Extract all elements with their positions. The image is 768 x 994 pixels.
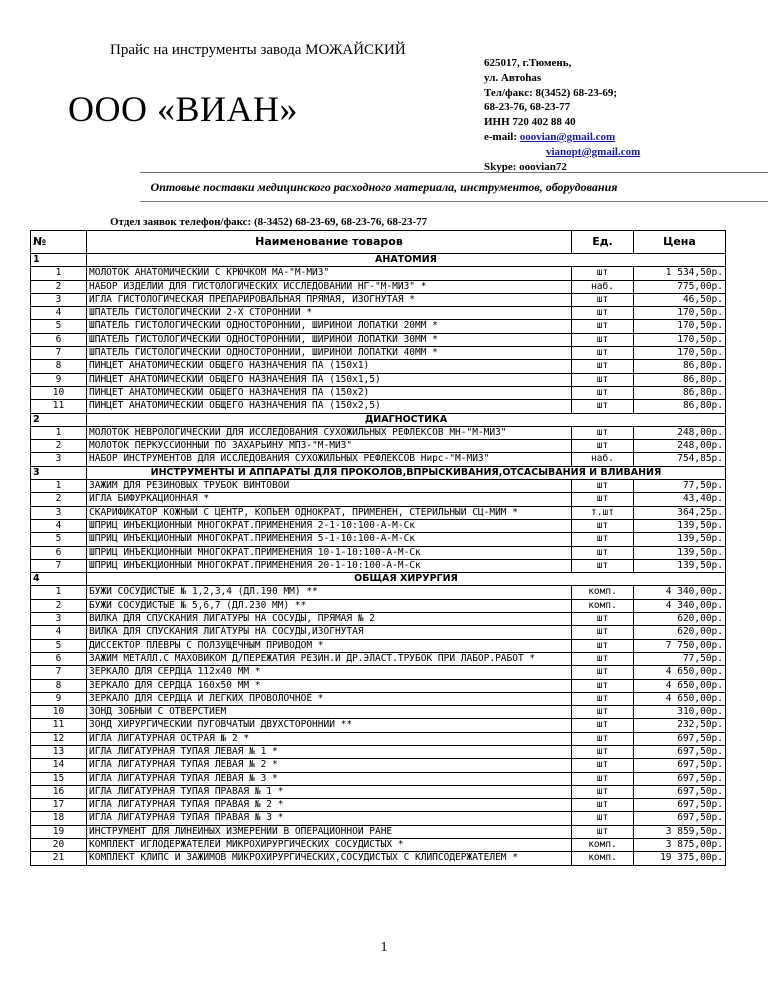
section-number: 1	[31, 254, 87, 267]
table-row	[31, 799, 726, 812]
item-unit: шт	[572, 373, 634, 386]
item-unit: шт	[572, 480, 634, 493]
item-name: НАБОР ИНСТРУМЕНТОВ ДЛЯ ИССЛЕДОВАНИЯ СУХОЖИЛЬНЫХ РЕФЛЕКСОВ Нирс-"М-МИЗ"	[87, 453, 572, 466]
table-row	[31, 732, 726, 745]
skype-line: Skype: ooovian72	[484, 160, 567, 173]
item-unit: шт	[572, 692, 634, 705]
section-title: АНАТОМИЯ	[87, 254, 726, 267]
table-row	[31, 666, 726, 679]
table-row	[31, 373, 726, 386]
email-line	[484, 130, 640, 145]
item-price: 4 650,00р.	[634, 692, 726, 705]
email-line-secondary	[484, 145, 640, 160]
section-title: ДИАГНОСТИКА	[87, 413, 726, 426]
table-row	[31, 639, 726, 652]
item-unit: наб.	[572, 453, 634, 466]
item-price: 139,50р.	[634, 559, 726, 572]
item-name: ШПРИЦ ИНЪЕКЦИОННЫЙ МНОГОКРАТ.ПРИМЕНЕНИЯ 2-1-10:100-А-М-Ск	[87, 519, 572, 532]
section-title: ИНСТРУМЕНТЫ И АППАРАТЫ ДЛЯ ПРОКОЛОВ,ВПРЫСКИВАНИЯ,ОТСАСЫВАНИЯ И ВЛИВАНИЯ	[87, 466, 726, 479]
table-row	[31, 825, 726, 838]
table-row	[31, 293, 726, 306]
item-unit: шт	[572, 652, 634, 665]
item-price: 4 650,00р.	[634, 666, 726, 679]
item-name: ИГЛА ЛИГАТУРНАЯ ТУПАЯ ПРАВАЯ № 3 *	[87, 812, 572, 825]
item-unit: шт	[572, 347, 634, 360]
item-name: ШПАТЕЛЬ ГИСТОЛОГИЧЕСКИЙ ОДНОСТОРОННИЙ, ШИРИНОЙ ЛОПАТКИ 20ММ *	[87, 320, 572, 333]
table-row	[31, 772, 726, 785]
item-price: 4 340,00р.	[634, 599, 726, 612]
item-name: НАБОР ИЗДЕЛИЙ ДЛЯ ГИСТОЛОГИЧЕСКИХ ИССЛЕДОВАНИЙ НГ-"М-МИЗ" *	[87, 280, 572, 293]
item-name: ДИССЕКТОР ПЛЕВРЫ С ПОЛЗУЩЕЧНЫМ ПРИВОДОМ *	[87, 639, 572, 652]
table-row	[31, 719, 726, 732]
item-price: 697,50р.	[634, 799, 726, 812]
item-number: 3	[31, 293, 87, 306]
item-name: ИГЛА ЛИГАТУРНАЯ ТУПАЯ ЛЕВАЯ № 1 *	[87, 745, 572, 758]
table-row	[31, 679, 726, 692]
header-unit: Ед.	[572, 231, 634, 254]
item-name: ПИНЦЕТ АНАТОМИЧЕСКИЙ ОБЩЕГО НАЗНАЧЕНИЯ ПА (150х1,5)	[87, 373, 572, 386]
item-number: 11	[31, 719, 87, 732]
table-row	[31, 426, 726, 439]
item-number: 5	[31, 533, 87, 546]
item-name: ШПРИЦ ИНЪЕКЦИОННЫЙ МНОГОКРАТ.ПРИМЕНЕНИЯ 5-1-10:100-А-М-Ск	[87, 533, 572, 546]
item-name: КОМПЛЕКТ КЛИПС И ЗАЖИМОВ МИКРОХИРУРГИЧЕСКИХ,СОСУДИСТЫХ С КЛИПСОДЕРЖАТЕЛЕМ *	[87, 852, 572, 865]
table-row	[31, 453, 726, 466]
item-number: 7	[31, 559, 87, 572]
table-row	[31, 519, 726, 532]
item-price: 310,00р.	[634, 706, 726, 719]
item-number: 14	[31, 759, 87, 772]
item-unit: шт	[572, 386, 634, 399]
table-row	[31, 333, 726, 346]
table-row	[31, 812, 726, 825]
price-table	[30, 230, 726, 866]
section-row	[31, 254, 726, 267]
table-row	[31, 493, 726, 506]
item-price: 620,00р.	[634, 626, 726, 639]
item-unit: шт	[572, 759, 634, 772]
table-row	[31, 652, 726, 665]
item-unit: шт	[572, 559, 634, 572]
item-unit: т.шт	[572, 506, 634, 519]
item-number: 2	[31, 599, 87, 612]
item-name: ВИЛКА ДЛЯ СПУСКАНИЯ ЛИГАТУРЫ НА СОСУДЫ, ПРЯМАЯ № 2	[87, 613, 572, 626]
item-name: ИГЛА ЛИГАТУРНАЯ ТУПАЯ ПРАВАЯ № 1 *	[87, 785, 572, 798]
item-price: 3 859,50р.	[634, 825, 726, 838]
item-unit: шт	[572, 706, 634, 719]
address-line: ул. Автоhas	[484, 71, 542, 84]
item-price: 697,50р.	[634, 732, 726, 745]
table-row	[31, 706, 726, 719]
address-line: 625017, г.Тюмень,	[484, 57, 572, 69]
table-row	[31, 785, 726, 798]
item-price: 86,80р.	[634, 386, 726, 399]
item-unit: шт	[572, 679, 634, 692]
item-price: 139,50р.	[634, 546, 726, 559]
section-row	[31, 573, 726, 586]
section-number: 3	[31, 466, 87, 479]
item-unit: шт	[572, 440, 634, 453]
item-price: 77,50р.	[634, 652, 726, 665]
item-name: ЗОНД ЗОБНЫЙ С ОТВЕРСТИЕМ	[87, 706, 572, 719]
table-row	[31, 320, 726, 333]
item-number: 3	[31, 613, 87, 626]
header-name: Наименование товаров	[87, 231, 572, 254]
item-name: ИГЛА БИФУРКАЦИОННАЯ *	[87, 493, 572, 506]
item-unit: шт	[572, 799, 634, 812]
item-unit: комп.	[572, 586, 634, 599]
item-name: ШПАТЕЛЬ ГИСТОЛОГИЧЕСКИЙ ОДНОСТОРОННИЙ, ШИРИНОЙ ЛОПАТКИ 40ММ *	[87, 347, 572, 360]
item-number: 17	[31, 799, 87, 812]
item-number: 3	[31, 453, 87, 466]
item-unit: шт	[572, 772, 634, 785]
item-price: 43,40р.	[634, 493, 726, 506]
table-row	[31, 386, 726, 399]
item-name: МОЛОТОК ПЕРКУССИОННЫЙ ПО ЗАХАРЬИНУ МПЗ-"М-МИЗ"	[87, 440, 572, 453]
item-price: 139,50р.	[634, 533, 726, 546]
address-line: 68-23-76, 68-23-77	[484, 101, 571, 114]
item-name: ИГЛА ГИСТОЛОГИЧЕСКАЯ ПРЕПАРИРОВАЛЬНАЯ ПРЯМАЯ, ИЗОГНУТАЯ *	[87, 293, 572, 306]
item-name: ЗАЖИМ ДЛЯ РЕЗИНОВЫХ ТРУБОК ВИНТОВОЙ	[87, 480, 572, 493]
item-name: ЗЕРКАЛО ДЛЯ СЕРДЦА И ЛЕГКИХ ПРОВОЛОЧНОЕ *	[87, 692, 572, 705]
table-row	[31, 626, 726, 639]
item-price: 697,50р.	[634, 745, 726, 758]
item-unit: шт	[572, 307, 634, 320]
item-number: 19	[31, 825, 87, 838]
item-name: ЗАЖИМ МЕТАЛЛ.С МАХОВИКОМ Д/ПЕРЕЖАТИЯ РЕЗИН.И ДР.ЭЛАСТ.ТРУБОК ПРИ ЛАБОР.РАБОТ *	[87, 652, 572, 665]
item-price: 170,50р.	[634, 347, 726, 360]
item-unit: комп.	[572, 839, 634, 852]
item-name: БУЖИ СОСУДИСТЫЕ № 1,2,3,4 (ДЛ.190 ММ) **	[87, 586, 572, 599]
item-number: 20	[31, 839, 87, 852]
item-unit: шт	[572, 666, 634, 679]
item-number: 6	[31, 546, 87, 559]
table-row	[31, 839, 726, 852]
table-row	[31, 692, 726, 705]
item-unit: шт	[572, 267, 634, 280]
table-row	[31, 759, 726, 772]
item-number: 1	[31, 267, 87, 280]
item-number: 5	[31, 639, 87, 652]
item-number: 3	[31, 506, 87, 519]
table-row	[31, 613, 726, 626]
item-name: ИГЛА ЛИГАТУРНАЯ ОСТРАЯ № 2 *	[87, 732, 572, 745]
item-number: 4	[31, 626, 87, 639]
item-name: ЗОНД ХИРУРГИЧЕСКИЙ ПУГОВЧАТЫЙ ДВУХСТОРОННИЙ **	[87, 719, 572, 732]
item-price: 697,50р.	[634, 772, 726, 785]
item-unit: шт	[572, 426, 634, 439]
order-phone: Отдел заявок телефон/факс: (8-3452) 68-23-69, 68-23-76, 68-23-77	[110, 216, 428, 228]
item-number: 9	[31, 692, 87, 705]
company-name: ООО «ВИАН»	[68, 89, 298, 129]
company-address	[484, 56, 640, 174]
price-table-body	[31, 254, 726, 866]
item-name: КОМПЛЕКТ ИГЛОДЕРЖАТЕЛЕЙ МИКРОХИРУРГИЧЕСКИХ СОСУДИСТЫХ *	[87, 839, 572, 852]
item-unit: шт	[572, 320, 634, 333]
item-price: 4 650,00р.	[634, 679, 726, 692]
item-number: 21	[31, 852, 87, 865]
item-number: 10	[31, 706, 87, 719]
section-title: ОБЩАЯ ХИРУРГИЯ	[87, 573, 726, 586]
item-unit: наб.	[572, 280, 634, 293]
item-price: 86,80р.	[634, 373, 726, 386]
item-unit: шт	[572, 613, 634, 626]
table-row	[31, 533, 726, 546]
item-name: ИГЛА ЛИГАТУРНАЯ ТУПАЯ ЛЕВАЯ № 2 *	[87, 759, 572, 772]
table-row	[31, 400, 726, 413]
item-number: 2	[31, 493, 87, 506]
item-unit: шт	[572, 745, 634, 758]
item-name: ШПРИЦ ИНЪЕКЦИОННЫЙ МНОГОКРАТ.ПРИМЕНЕНИЯ 10-1-10:100-А-М-Ск	[87, 546, 572, 559]
item-price: 139,50р.	[634, 519, 726, 532]
item-unit: шт	[572, 785, 634, 798]
item-number: 2	[31, 280, 87, 293]
item-unit: шт	[572, 333, 634, 346]
item-number: 18	[31, 812, 87, 825]
divider-bottom	[140, 201, 768, 202]
item-number: 4	[31, 519, 87, 532]
item-unit: шт	[572, 400, 634, 413]
table-row	[31, 506, 726, 519]
item-name: ПИНЦЕТ АНАТОМИЧЕСКИЙ ОБЩЕГО НАЗНАЧЕНИЯ ПА (150х1)	[87, 360, 572, 373]
item-price: 7 750,00р.	[634, 639, 726, 652]
section-number: 4	[31, 573, 87, 586]
item-unit: шт	[572, 293, 634, 306]
item-name: ШПАТЕЛЬ ГИСТОЛОГИЧЕСКИЙ 2-Х СТОРОННИЙ *	[87, 307, 572, 320]
item-name: ПИНЦЕТ АНАТОМИЧЕСКИЙ ОБЩЕГО НАЗНАЧЕНИЯ ПА (150х2,5)	[87, 400, 572, 413]
table-header-row	[31, 231, 726, 254]
header-price: Цена	[634, 231, 726, 254]
item-name: ИГЛА ЛИГАТУРНАЯ ТУПАЯ ЛЕВАЯ № 3 *	[87, 772, 572, 785]
item-unit: шт	[572, 493, 634, 506]
table-row	[31, 745, 726, 758]
item-name: ИНСТРУМЕНТ ДЛЯ ЛИНЕЙНЫХ ИЗМЕРЕНИЙ В ОПЕРАЦИОННОЙ РАНЕ	[87, 825, 572, 838]
item-price: 620,00р.	[634, 613, 726, 626]
item-unit: комп.	[572, 599, 634, 612]
item-number: 4	[31, 307, 87, 320]
item-number: 1	[31, 426, 87, 439]
divider-top	[140, 172, 768, 173]
item-price: 77,50р.	[634, 480, 726, 493]
table-row	[31, 440, 726, 453]
item-number: 6	[31, 333, 87, 346]
item-name: ИГЛА ЛИГАТУРНАЯ ТУПАЯ ПРАВАЯ № 2 *	[87, 799, 572, 812]
item-price: 19 375,00р.	[634, 852, 726, 865]
item-price: 754,85р.	[634, 453, 726, 466]
email-link-primary[interactable]: ooovian@gmail.com	[519, 130, 616, 143]
item-price: 86,80р.	[634, 400, 726, 413]
item-unit: шт	[572, 533, 634, 546]
item-price: 232,50р.	[634, 719, 726, 732]
item-price: 775,00р.	[634, 280, 726, 293]
item-number: 13	[31, 745, 87, 758]
section-number: 2	[31, 413, 87, 426]
item-number: 10	[31, 386, 87, 399]
email-link-secondary[interactable]: vianopt@gmail.com	[546, 145, 641, 158]
item-price: 697,50р.	[634, 785, 726, 798]
item-number: 8	[31, 360, 87, 373]
section-row	[31, 413, 726, 426]
email-label: e-mail:	[484, 130, 520, 143]
item-number: 8	[31, 679, 87, 692]
section-row	[31, 466, 726, 479]
item-price: 86,80р.	[634, 360, 726, 373]
item-price: 364,25р.	[634, 506, 726, 519]
item-number: 6	[31, 652, 87, 665]
item-number: 5	[31, 320, 87, 333]
table-row	[31, 852, 726, 865]
item-number: 15	[31, 772, 87, 785]
table-row	[31, 280, 726, 293]
item-unit: комп.	[572, 852, 634, 865]
item-price: 248,00р.	[634, 426, 726, 439]
item-number: 9	[31, 373, 87, 386]
table-row	[31, 559, 726, 572]
item-unit: шт	[572, 626, 634, 639]
item-unit: шт	[572, 639, 634, 652]
item-price: 170,50р.	[634, 307, 726, 320]
item-price: 697,50р.	[634, 759, 726, 772]
table-row	[31, 307, 726, 320]
address-line: ИНН 720 402 88 40	[484, 116, 576, 129]
item-number: 2	[31, 440, 87, 453]
item-price: 170,50р.	[634, 320, 726, 333]
header-number: №	[31, 231, 87, 254]
item-unit: шт	[572, 732, 634, 745]
item-name: ПИНЦЕТ АНАТОМИЧЕСКИЙ ОБЩЕГО НАЗНАЧЕНИЯ ПА (150х2)	[87, 386, 572, 399]
item-number: 12	[31, 732, 87, 745]
table-row	[31, 480, 726, 493]
item-number: 1	[31, 480, 87, 493]
page-title: Прайс на инструменты завода МОЖАЙСКИЙ	[110, 42, 406, 58]
item-price: 697,50р.	[634, 812, 726, 825]
item-unit: шт	[572, 812, 634, 825]
table-row	[31, 347, 726, 360]
item-name: ВИЛКА ДЛЯ СПУСКАНИЯ ЛИГАТУРЫ НА СОСУДЫ,ИЗОГНУТАЯ	[87, 626, 572, 639]
item-price: 170,50р.	[634, 333, 726, 346]
table-row	[31, 586, 726, 599]
item-number: 1	[31, 586, 87, 599]
tagline: Оптовые поставки медицинского расходного материала, инструментов, оборудования	[150, 180, 618, 194]
item-price: 1 534,50р.	[634, 267, 726, 280]
table-row	[31, 267, 726, 280]
item-name: СКАРИФИКАТОР КОЖНЫЙ С ЦЕНТР, КОПЬЕМ ОДНОКРАТ, ПРИМЕНЕН, СТЕРИЛЬНЫЙ СЦ-МИМ *	[87, 506, 572, 519]
item-name: ЗЕРКАЛО ДЛЯ СЕРДЦА 112х40 ММ *	[87, 666, 572, 679]
item-unit: шт	[572, 719, 634, 732]
item-unit: шт	[572, 546, 634, 559]
item-price: 3 875,00р.	[634, 839, 726, 852]
item-name: БУЖИ СОСУДИСТЫЕ № 5,6,7 (ДЛ.230 ММ) **	[87, 599, 572, 612]
item-number: 16	[31, 785, 87, 798]
table-row	[31, 360, 726, 373]
page-number: 1	[380, 940, 388, 955]
item-number: 7	[31, 347, 87, 360]
item-number: 7	[31, 666, 87, 679]
table-row	[31, 599, 726, 612]
item-name: ЗЕРКАЛО ДЛЯ СЕРДЦА 160х50 ММ *	[87, 679, 572, 692]
item-number: 11	[31, 400, 87, 413]
item-name: МОЛОТОК АНАТОМИЧЕСКИЙ С КРЮЧКОМ МА-"М-МИЗ"	[87, 267, 572, 280]
item-name: ШПРИЦ ИНЪЕКЦИОННЫЙ МНОГОКРАТ.ПРИМЕНЕНИЯ 20-1-10:100-А-М-Ск	[87, 559, 572, 572]
item-price: 4 340,00р.	[634, 586, 726, 599]
item-unit: шт	[572, 360, 634, 373]
item-name: ШПАТЕЛЬ ГИСТОЛОГИЧЕСКИЙ ОДНОСТОРОННИЙ, ШИРИНОЙ ЛОПАТКИ 30ММ *	[87, 333, 572, 346]
item-name: МОЛОТОК НЕВРОЛОГИЧЕСКИЙ ДЛЯ ИССЛЕДОВАНИЯ СУХОЖИЛЬНЫХ РЕФЛЕКСОВ МН-"М-МИЗ"	[87, 426, 572, 439]
table-row	[31, 546, 726, 559]
item-price: 46,50р.	[634, 293, 726, 306]
item-unit: шт	[572, 519, 634, 532]
item-unit: шт	[572, 825, 634, 838]
item-price: 248,00р.	[634, 440, 726, 453]
address-line: Тел/факс: 8(3452) 68-23-69;	[484, 86, 618, 99]
